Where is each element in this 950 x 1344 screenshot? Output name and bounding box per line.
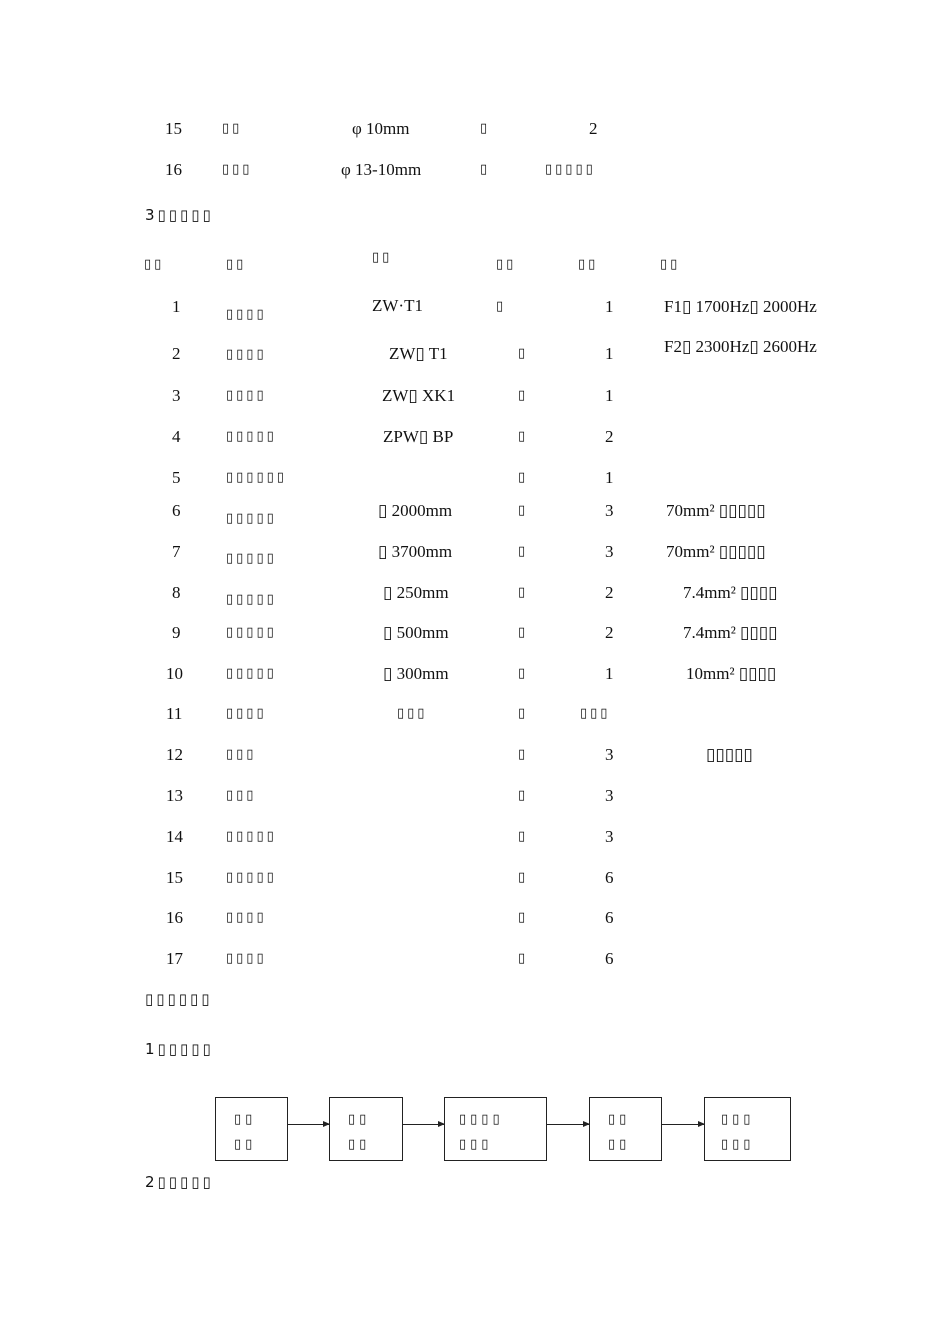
row-spec: φ 13-10mm <box>341 160 422 179</box>
section-main-title: ▯▯▯▯▯▯ <box>145 990 213 1008</box>
row-qty: 1 <box>605 297 614 316</box>
header-name: ▯▯ <box>226 257 247 272</box>
row-name: ▯▯▯▯▯ <box>226 829 277 844</box>
row-qty: 3 <box>605 501 614 520</box>
row-qty: ▯▯▯ <box>580 706 611 721</box>
flow-box-1: ▯▯ ▯▯ <box>215 1097 288 1161</box>
row-name: ▯▯▯▯▯ <box>226 429 277 444</box>
row-note: F1▯ 1700Hz▯ 2000Hz <box>664 297 817 316</box>
row-spec: ZPW▯ BP <box>383 427 454 446</box>
row-note: 70mm² ▯▯▯▯▯ <box>666 501 766 520</box>
row-number: 6 <box>172 501 181 520</box>
row-spec: ▯ 500mm <box>383 623 449 642</box>
row-spec: ZW▯ XK1 <box>382 386 456 405</box>
row-name: ▯▯▯▯ <box>226 307 267 322</box>
row-name: ▯▯▯▯▯ <box>226 870 277 885</box>
section-2-title: 2▯▯▯▯▯ <box>145 1173 214 1191</box>
flow-arrow <box>547 1124 589 1125</box>
row-name: ▯▯▯▯▯ <box>226 666 277 681</box>
row-spec: ▯ 300mm <box>383 664 449 683</box>
row-number: 3 <box>172 386 181 405</box>
row-name: ▯▯▯ <box>222 162 253 177</box>
row-note: 70mm² ▯▯▯▯▯ <box>666 542 766 561</box>
row-number: 4 <box>172 427 181 446</box>
row-unit: ▯ <box>518 666 529 681</box>
row-name: ▯▯▯▯▯ <box>226 511 277 526</box>
row-spec: ▯ 2000mm <box>378 501 453 520</box>
row-unit: ▯ <box>518 429 529 444</box>
row-qty: 1 <box>605 468 614 487</box>
flow-arrow <box>662 1124 704 1125</box>
row-qty: 2 <box>605 583 614 602</box>
row-qty: 2 <box>589 119 598 138</box>
row-qty: 3 <box>605 745 614 764</box>
header-unit: ▯▯ <box>496 257 517 272</box>
row-number: 8 <box>172 583 181 602</box>
row-qty: 6 <box>605 949 614 968</box>
row-qty: 6 <box>605 908 614 927</box>
row-number: 9 <box>172 623 181 642</box>
row-spec: ZW·T1 <box>372 296 423 315</box>
row-qty: 1 <box>605 344 614 363</box>
row-name: ▯▯▯ <box>226 747 257 762</box>
row-number: 16 <box>166 908 183 927</box>
row-number: 11 <box>166 704 183 723</box>
row-qty: ▯▯▯▯▯ <box>545 162 596 177</box>
row-note: 7.4mm² ▯▯▯▯ <box>683 583 778 602</box>
flow-box-2: ▯▯ ▯▯ <box>329 1097 403 1161</box>
row-unit: ▯ <box>518 910 529 925</box>
header-spec: ▯▯ <box>372 250 393 265</box>
row-name: ▯▯▯▯▯ <box>226 551 277 566</box>
row-number: 5 <box>172 468 181 487</box>
section-1-title: 1▯▯▯▯▯ <box>145 1040 214 1058</box>
row-spec: ▯ 3700mm <box>378 542 453 561</box>
row-qty: 3 <box>605 542 614 561</box>
row-spec: ▯ 250mm <box>383 583 449 602</box>
row-number: 16 <box>165 160 182 179</box>
row-name: ▯▯▯▯▯▯ <box>226 470 287 485</box>
row-spec: ▯▯▯ <box>397 706 428 721</box>
row-number: 7 <box>172 542 181 561</box>
row-number: 2 <box>172 344 181 363</box>
row-name: ▯▯ <box>222 121 243 136</box>
row-note: F2▯ 2300Hz▯ 2600Hz <box>664 337 817 356</box>
row-unit: ▯ <box>518 585 529 600</box>
row-number: 13 <box>166 786 183 805</box>
header-no: ▯▯ <box>144 257 165 272</box>
row-unit: ▯ <box>518 503 529 518</box>
row-unit: ▯ <box>518 788 529 803</box>
flow-box-4: ▯▯ ▯▯ <box>589 1097 662 1161</box>
row-qty: 1 <box>605 386 614 405</box>
row-spec: φ 10mm <box>352 119 410 138</box>
row-spec: ZW▯ T1 <box>389 344 448 363</box>
row-qty: 2 <box>605 427 614 446</box>
row-number: 10 <box>166 664 183 683</box>
flow-box-5: ▯▯▯ ▯▯▯ <box>704 1097 791 1161</box>
row-number: 1 <box>172 297 181 316</box>
row-unit: ▯ <box>518 388 529 403</box>
row-name: ▯▯▯ <box>226 788 257 803</box>
row-unit: ▯ <box>518 544 529 559</box>
row-unit: ▯ <box>496 299 507 314</box>
row-note: 10mm² ▯▯▯▯ <box>686 664 777 683</box>
row-unit: ▯ <box>518 747 529 762</box>
header-qty: ▯▯ <box>578 257 599 272</box>
row-name: ▯▯▯▯▯ <box>226 625 277 640</box>
row-number: 14 <box>166 827 183 846</box>
row-qty: 2 <box>605 623 614 642</box>
row-name: ▯▯▯▯ <box>226 388 267 403</box>
row-number: 15 <box>165 119 182 138</box>
row-number: 12 <box>166 745 183 764</box>
row-unit: ▯ <box>518 470 529 485</box>
flow-arrow <box>288 1124 329 1125</box>
row-qty: 3 <box>605 786 614 805</box>
row-unit: ▯ <box>518 951 529 966</box>
row-name: ▯▯▯▯ <box>226 910 267 925</box>
row-unit: ▯ <box>518 829 529 844</box>
row-note: 7.4mm² ▯▯▯▯ <box>683 623 778 642</box>
row-qty: 1 <box>605 664 614 683</box>
row-unit: ▯ <box>518 706 529 721</box>
flow-box-3: ▯▯▯▯ ▯▯▯ <box>444 1097 547 1161</box>
row-name: ▯▯▯▯▯ <box>226 592 277 607</box>
row-number: 15 <box>166 868 183 887</box>
row-name: ▯▯▯▯ <box>226 706 267 721</box>
row-unit: ▯ <box>518 870 529 885</box>
row-name: ▯▯▯▯ <box>226 951 267 966</box>
row-note: ▯▯▯▯▯ <box>706 745 753 764</box>
header-note: ▯▯ <box>660 257 681 272</box>
row-unit: ▯ <box>480 121 491 136</box>
section-3-title: 3▯▯▯▯▯ <box>145 206 214 224</box>
flow-arrow <box>403 1124 444 1125</box>
row-unit: ▯ <box>480 162 491 177</box>
row-qty: 3 <box>605 827 614 846</box>
row-unit: ▯ <box>518 625 529 640</box>
row-number: 17 <box>166 949 183 968</box>
row-qty: 6 <box>605 868 614 887</box>
row-name: ▯▯▯▯ <box>226 347 267 362</box>
row-unit: ▯ <box>518 346 529 361</box>
